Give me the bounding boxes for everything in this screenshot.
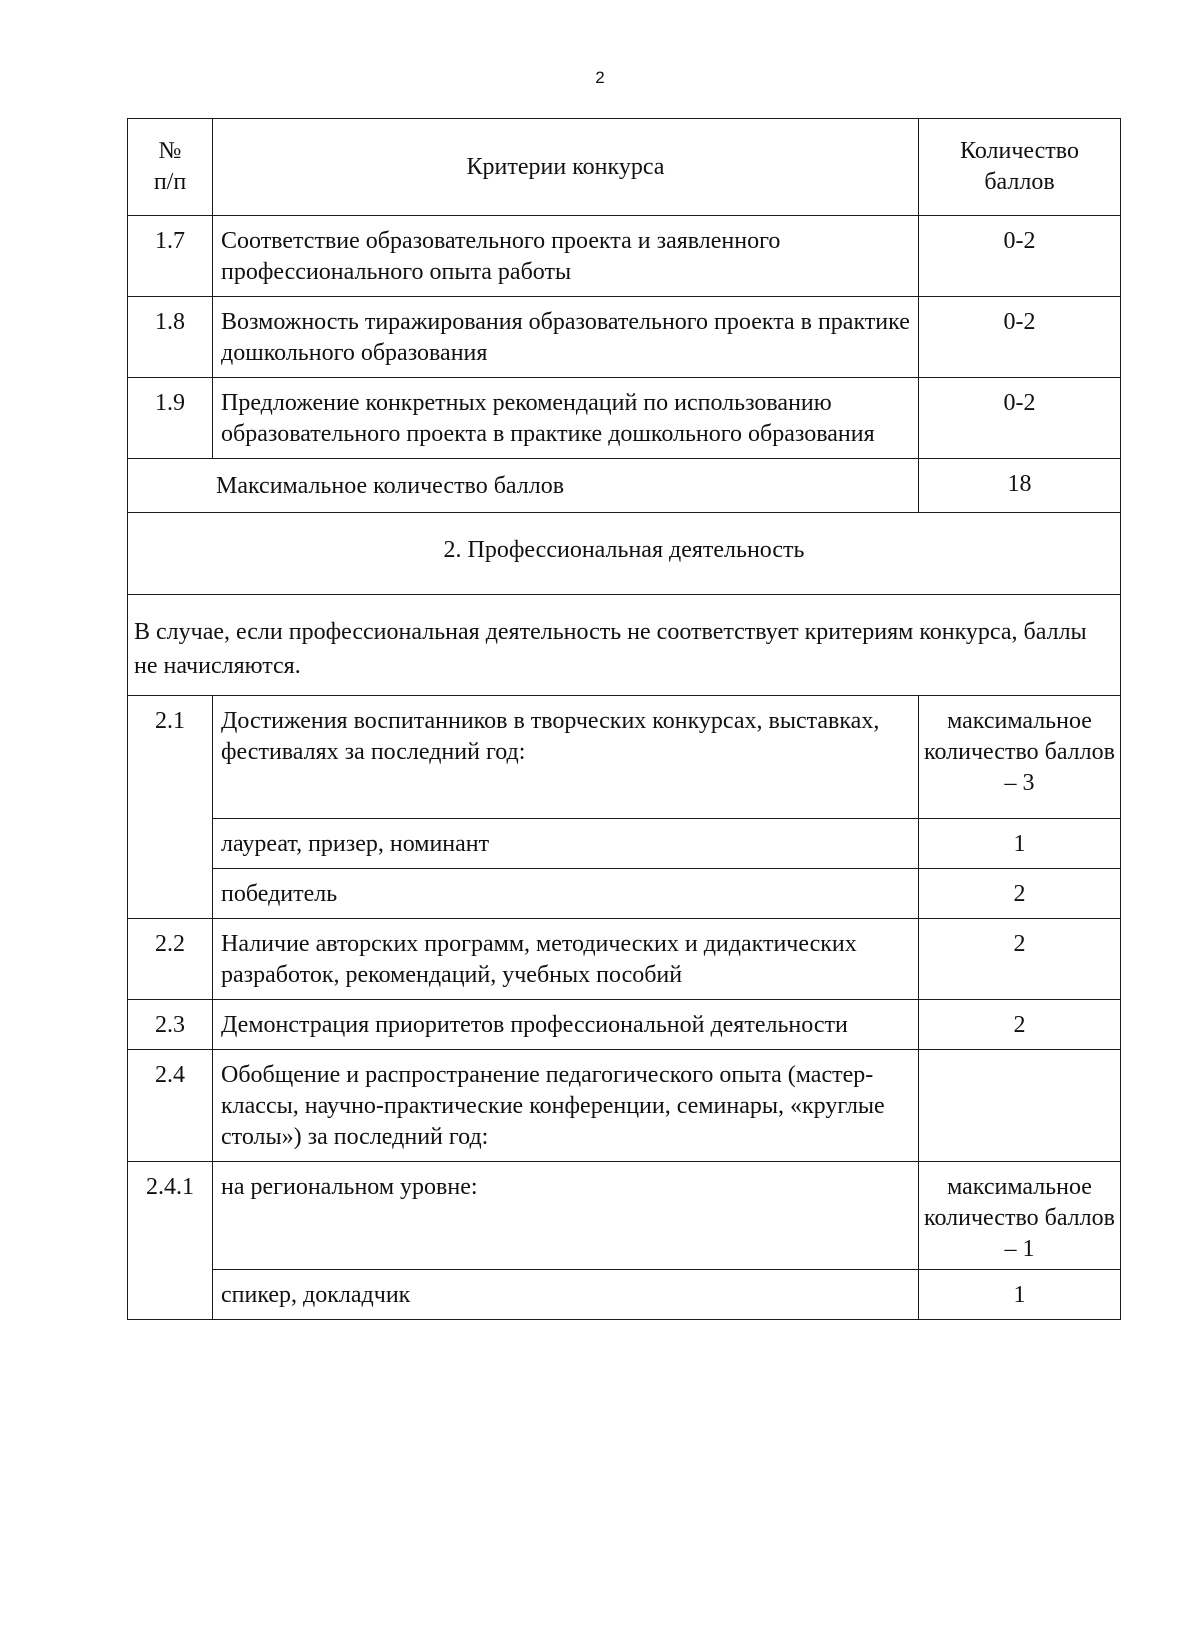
row-score	[919, 1050, 1121, 1162]
row-score: 1	[919, 819, 1121, 869]
row-number: 1.8	[128, 297, 213, 378]
row-score: 0-2	[919, 216, 1121, 297]
row-criterion: спикер, докладчик	[213, 1270, 919, 1320]
row-score: 2	[919, 1000, 1121, 1050]
row-number: 2.3	[128, 1000, 213, 1050]
header-score: Количество баллов	[919, 119, 1121, 216]
section-heading-row	[128, 513, 1121, 595]
row-score: 2	[919, 919, 1121, 1000]
header-criteria: Критерии конкурса	[213, 119, 919, 216]
table-row	[128, 1000, 1121, 1050]
row-criterion: на региональном уровне:	[213, 1162, 919, 1270]
row-criterion: победитель	[213, 869, 919, 919]
row-criterion: Возможность тиражирования образовательного проекта в практике дошкольного образования	[213, 297, 919, 378]
row-score: 0-2	[919, 378, 1121, 459]
table-row	[128, 869, 1121, 919]
row-criterion: Достижения воспитанников в творческих конкурсах, выставках, фестивалях за последний год:	[213, 696, 919, 819]
row-score: максимальное количество баллов – 1	[919, 1162, 1121, 1270]
table-row	[128, 696, 1121, 819]
total-score: 18	[919, 459, 1121, 513]
row-criterion: Обобщение и распространение педагогического опыта (мастер-классы, научно-практические конференции, семинары, «круглые столы») за последний год:	[213, 1050, 919, 1162]
row-number: 2.2	[128, 919, 213, 1000]
note-row	[128, 595, 1121, 696]
header-num: № п/п	[128, 119, 213, 216]
table-row	[128, 1162, 1121, 1270]
section-heading: 2. Профессиональная деятельность	[128, 513, 1121, 595]
row-criterion: Соответствие образовательного проекта и заявленного профессионального опыта работы	[213, 216, 919, 297]
row-number: 2.4.1	[128, 1162, 213, 1320]
row-criterion: Наличие авторских программ, методических и дидактических разработок, рекомендаций, учебных пособий	[213, 919, 919, 1000]
row-criterion: Предложение конкретных рекомендаций по использованию образовательного проекта в практике дошкольного образования	[213, 378, 919, 459]
table-row	[128, 1050, 1121, 1162]
row-criterion: лауреат, призер, номинант	[213, 819, 919, 869]
criteria-table	[127, 118, 1121, 1320]
row-score: максимальное количество баллов – 3	[919, 696, 1121, 819]
row-number: 2.4	[128, 1050, 213, 1162]
table-row	[128, 819, 1121, 869]
table-header-row	[128, 119, 1121, 216]
table-row	[128, 919, 1121, 1000]
total-label: Максимальное количество баллов	[128, 459, 919, 513]
table-row	[128, 297, 1121, 378]
table-row	[128, 1270, 1121, 1320]
row-number: 1.7	[128, 216, 213, 297]
row-criterion: Демонстрация приоритетов профессиональной деятельности	[213, 1000, 919, 1050]
row-score: 0-2	[919, 297, 1121, 378]
row-score: 2	[919, 869, 1121, 919]
table-row	[128, 378, 1121, 459]
page-number: 2	[595, 68, 605, 87]
row-score: 1	[919, 1270, 1121, 1320]
table-row	[128, 216, 1121, 297]
total-row	[128, 459, 1121, 513]
row-number: 2.1	[128, 696, 213, 919]
section-note: В случае, если профессиональная деятельность не соответствует критериям конкурса, баллы не начисляются.	[128, 595, 1121, 696]
row-number: 1.9	[128, 378, 213, 459]
